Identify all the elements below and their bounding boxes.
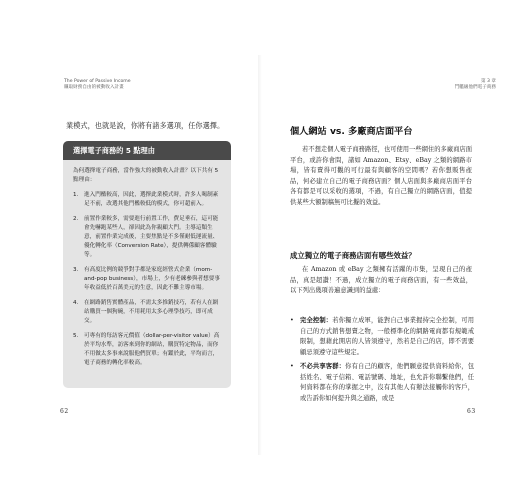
paragraph-text: 在 Amazon 或 eBay 之類擁有活躍的市集，呈現自己的產品，真是超讚！不過，成立獨立的電子商務店面，有一些效益，以下列出幾項善遍意識到的益處： bbox=[290, 266, 472, 294]
benefit-text bbox=[300, 362, 474, 404]
benefit-list bbox=[290, 316, 474, 408]
reason-item bbox=[73, 299, 221, 326]
reason-text: 前置作業較多，需要進行前置工作，費足垂石，這可能會先嚇跑某些人，卻因此為你親顧大門。主導這類生意，前置作業完成後，主要焦點是不多僅耐低運流量、優化轉化率（Conversion Rate），提供轉係顧客體驗等。 bbox=[84, 216, 219, 258]
running-head-book-title-zh: 賺取財務自由的被動收入計畫 bbox=[64, 85, 124, 90]
benefit-item bbox=[290, 316, 474, 358]
benefit-lead: 不必共享客群： bbox=[300, 363, 346, 370]
reason-text: 在網路銷售實體產品，不需太多推銷技巧，若有人在網站購買一個狗碗，不用耗用太多心理學技巧，即可成交。 bbox=[84, 300, 219, 324]
benefit-body: 若你獨立成軍，能對自己事業握持完全控制，可用自己的方式銷售想賣之物，一般標準化的網路電商都有規範戒限制，想藉此開店的人皆須遵守，然若是自己的店，即不需要顧忌須遵守這些規定。 bbox=[300, 317, 475, 356]
reason-number: 3. bbox=[73, 266, 79, 273]
reason-list bbox=[73, 191, 221, 368]
paragraph-text: 若不想走個人電子商務路徑，也可使用一些網住的多廠商店面平台，或許你會問，諸如 Amazon、Etsy、eBay 之類的網路市場，皆有賣得可觀的可行最有與顧客的空間嗎？若你想販售產品，何必建立自己的電子商務店面？個人店面與多廠商店面平台各有都是可以采收的選項，不過，有自己獨立的網路店面，值提供某些大額制稿無可比擬的效益。 bbox=[290, 146, 473, 206]
body-paragraph-1 bbox=[290, 145, 472, 208]
reason-number: 2. bbox=[73, 216, 79, 223]
body-paragraph-2 bbox=[290, 265, 472, 297]
right-page-number: 63 bbox=[467, 408, 476, 415]
reason-number: 4. bbox=[73, 300, 79, 307]
running-head-book-title-en: The Power of Passive Income bbox=[64, 79, 131, 84]
reason-item bbox=[73, 332, 221, 368]
running-head-chapter: 第 3 章 bbox=[480, 79, 496, 84]
left-intro-text: 業模式，也就是說，你將有諸多選項，任你選擇。 bbox=[66, 121, 225, 130]
sidebar-box-title: 選擇電子商務的 5 點理由 bbox=[63, 141, 231, 160]
reason-item bbox=[73, 215, 221, 260]
reason-item bbox=[73, 266, 221, 293]
benefit-item bbox=[290, 362, 474, 404]
reason-item bbox=[73, 191, 221, 209]
sidebar-box bbox=[63, 141, 231, 388]
bullet-icon: • bbox=[290, 363, 294, 370]
left-running-head bbox=[64, 79, 131, 91]
running-head-chapter-title: 鬥艦級他們電子商務 bbox=[454, 85, 496, 90]
subsection-heading: 成立獨立的電子商務店面有哪些效益？ bbox=[290, 251, 416, 260]
sidebar-box-intro: 為何選擇電子商務，當作強大的被動收入計畫？以下共有 5 點理由： bbox=[73, 168, 219, 183]
reason-text: 進入門檻較高，因此，選擇此業模式時，許多人喝制紊足不前，改選其他門檻較低的模式，你可超前入。 bbox=[84, 191, 219, 207]
reason-number: 1. bbox=[73, 191, 79, 198]
benefit-text bbox=[300, 316, 474, 358]
benefit-lead: 完全控制： bbox=[300, 317, 333, 324]
section-heading: 個人網站 vs. 多廠商店面平台 bbox=[290, 126, 413, 137]
reason-text: 可專有的每訪客元價值（dollar-per-visitor value）高於平均水準，訪客來到你的網站，購買特定物品，而你不用做太多事來說服他們買單；有鑑於此，平均而言，電子商務的轉化率較高。 bbox=[84, 333, 220, 366]
reason-text: 有高度比例的競爭對手都是家庭經營式企業（mom-and-pop business），市場上，少有老練參與者想要事年收益低於百萬美元的生意，因此不難主導市場。 bbox=[84, 266, 220, 291]
benefit-body: 你有自己的顧客，他們願意提供資料給你，包括姓名、電子信箱、電話號碼、地址，也允許你聯繫他們，任何資料都在你的掌握之中，沒有其他人有辦法接觸你的客戶，或告訴你如何提升與之通路，或是 bbox=[300, 363, 475, 402]
reason-number: 5. bbox=[73, 333, 79, 340]
left-page-number: 62 bbox=[60, 408, 69, 415]
bullet-icon: • bbox=[290, 317, 294, 324]
right-running-head bbox=[455, 79, 496, 91]
sidebar-box-body bbox=[63, 160, 231, 368]
